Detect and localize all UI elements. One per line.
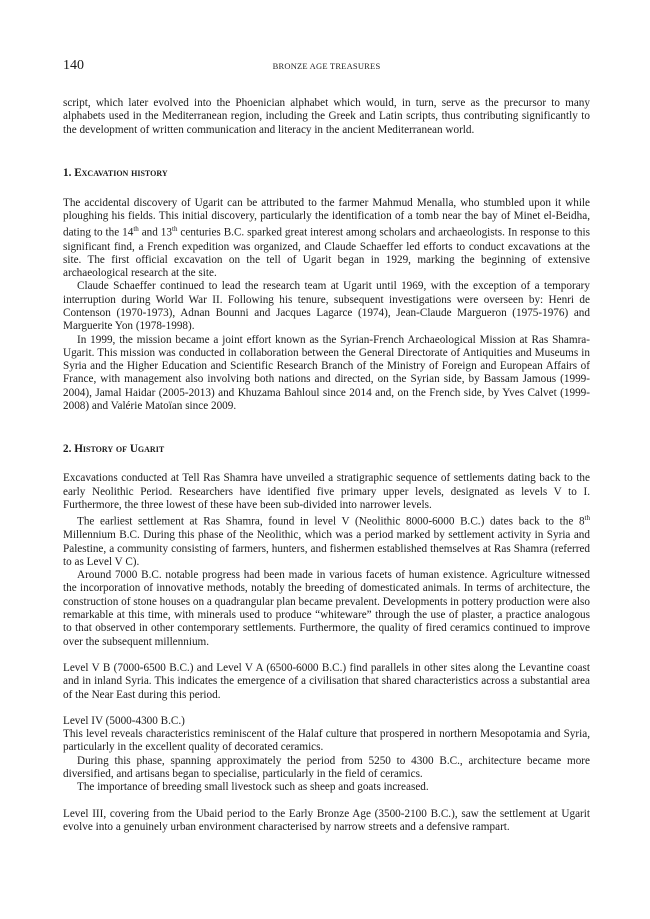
superscript: th — [584, 514, 590, 523]
level-heading: Level IV (5000-4300 B.C.) — [63, 714, 185, 727]
text-run: Millennium B.C. During this phase of the Neolithic, which was a period marked by settlement activity in Syria and Palestine, a community consisting of farmers, hunters, and fishermen established themselves at Ras Shamra (referred to as Level V C). — [63, 529, 590, 568]
section-heading-excavation-history — [63, 166, 590, 180]
superscript: th — [133, 225, 139, 234]
text-run: The earliest settlement at Ras Shamra, found in level V (Neolithic 8000-6000 B.C.) dates back to the 8 — [77, 516, 585, 528]
paragraph — [63, 197, 590, 281]
intro-paragraph: script, which later evolved into the Phoenician alphabet which would, in turn, serve as the precursor to many alphabets used in the Mediterranean region, including the Greek and Latin scripts, thus contributing significantly to the development of written communication and literacy in the ancient Mediterranean world. — [63, 97, 590, 136]
text-run: and 13 — [138, 227, 172, 240]
paragraph: This level reveals characteristics reminiscent of the Halaf culture that prospered in northern Mesopotamia and Syria, particularly in the excellent quality of decorated ceramics. — [63, 728, 590, 754]
section-number: 2. — [63, 443, 72, 456]
text-run: centuries B.C. sparked great interest among scholars and archaeologists. In response to this significant find, a French expedition was organized, and Claude Schaeffer led efforts to conduct excavations at the site. The first official excavation on the tell of Ugarit began in 1929, marking the beginning of extensive archaeological research at the site. — [63, 227, 590, 280]
paragraph: Level III, covering from the Ubaid period to the Early Bronze Age (3500-2100 B.C.), saw the settlement at Ugarit evolve into a genuinely urban environment characterised by narrow streets and a defensive rampart. — [63, 807, 590, 833]
paragraph: Excavations conducted at Tell Ras Shamra have unveiled a stratigraphic sequence of settlements dating back to the early Neolithic Period. Researchers have identified five primary upper levels, designated as levels V to I. Furthermore, the three lowest of these have been sub-divided into narrower levels. — [63, 472, 590, 511]
paragraph: During this phase, spanning approximately the period from 5250 to 4300 B.C., architecture became more diversified, and artisans began to specialise, particularly in the field of ceramics. — [63, 754, 590, 781]
page-header — [63, 58, 590, 74]
text-run: The accidental discovery of Ugarit can be attributed to the farmer Mahmud Menalla, who stumbled upon it while ploughing his fields. This initial discovery, particularly the identification of a tomb near the bay of Minet el-Beidha, dating to the 14 — [63, 196, 590, 240]
paragraph: Claude Schaeffer continued to lead the research team at Ugarit until 1969, with the exception of a temporary interruption during World War II. Following his tenure, subsequent investigations were overseen by: Henri de Contenson (1970-1973), Adnan Bounni and Jacques Lagarce (1974), Jean-Claude Margueron (1975-1976) and Marguerite Yon (1978-1998). — [63, 280, 590, 333]
section-title: History of Ugarit — [74, 443, 165, 456]
superscript: th — [172, 225, 178, 234]
paragraph — [63, 512, 590, 569]
section-heading-history-of-ugarit — [63, 442, 590, 456]
paragraph: Around 7000 B.C. notable progress had been made in various facets of human existence. Agriculture witnessed the incorporation of innovative methods, notably the breeding of domesticated animals. In terms of architecture, the construction of stone houses on a quadrangular plan became prevalent. Developments in pottery production were also remarkable at this time, with minerals used to produce “whiteware” through the use of plaster, a practice analogous to that observed in other contemporary settlements. Furthermore, the quality of fired ceramics continued to improve over the subsequent millennium. — [63, 569, 590, 648]
running-head: BRONZE AGE TREASURES — [272, 61, 381, 71]
section-title: Excavation history — [74, 166, 168, 179]
page-body — [63, 97, 590, 834]
page-number: 140 — [63, 58, 84, 73]
paragraph: Level V B (7000-6500 B.C.) and Level V A (6500-6000 B.C.) find parallels in other sites along the Levantine coast and in inland Syria. This indicates the emergence of a civilisation that shared characteristics across a substantial area of the Near East during this period. — [63, 661, 590, 701]
paragraph: The importance of breeding small livestock such as sheep and goats increased. — [77, 781, 429, 794]
section-number: 1. — [63, 166, 72, 179]
paragraph: In 1999, the mission became a joint effort known as the Syrian-French Archaeological Mission at Ras Shamra-Ugarit. This mission was conducted in collaboration between the General Directorate of Antiquities and Museums in Syria and the Higher Education and Scientific Research Branch of the Ministry of Foreign and European Affairs of France, with management also involving both nations and directed, on the Syrian side, by Bassam Jamous (1999-2004), Jamal Haidar (2005-2013) and Khuzama Bahloul since 2014 and, on the French side, by Yves Calvet (1999-2008) and Valérie Matoïan since 2009. — [63, 333, 590, 413]
